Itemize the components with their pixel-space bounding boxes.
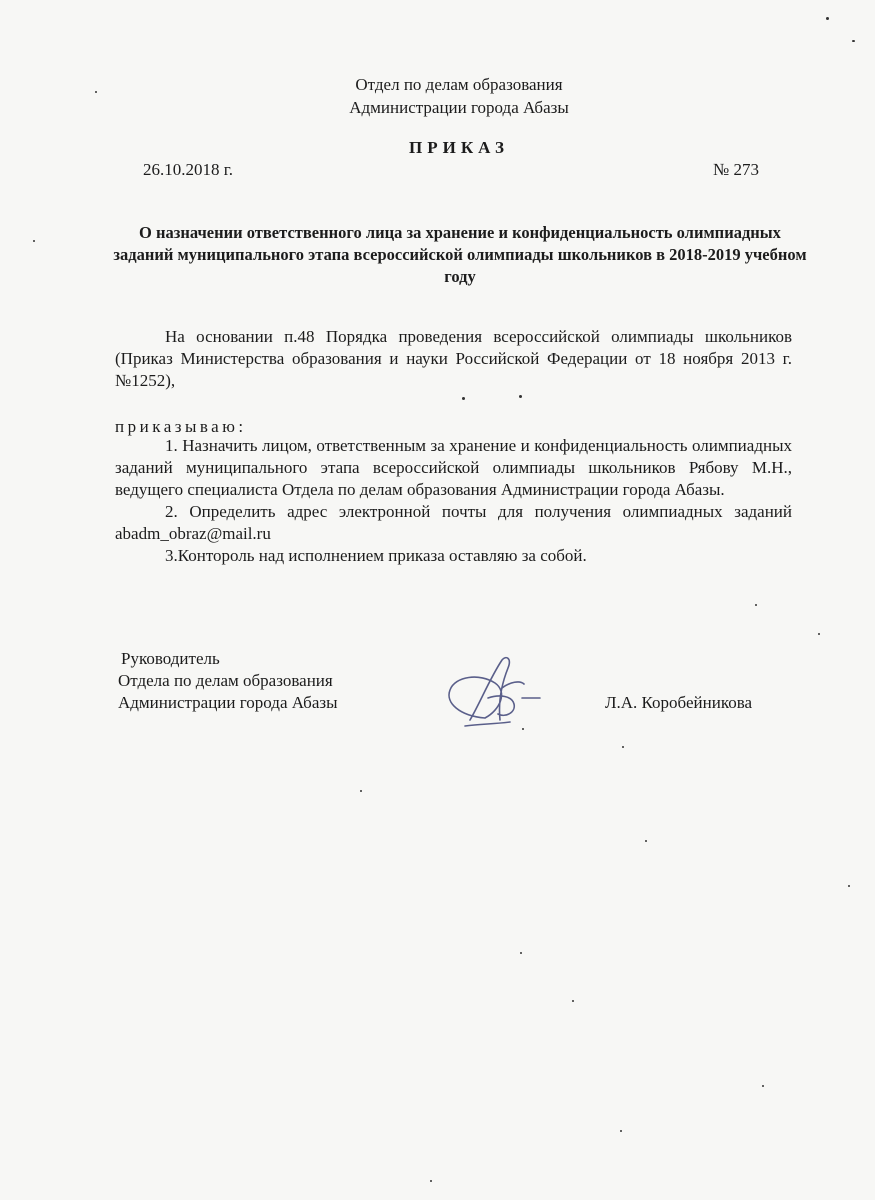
issuer-header bbox=[0, 73, 875, 119]
scan-speck bbox=[848, 885, 850, 887]
scan-speck bbox=[360, 790, 362, 792]
scan-speck bbox=[572, 1000, 574, 1002]
order-item-3: 3.Контороль над исполнением приказа оставляю за собой. bbox=[165, 546, 587, 565]
scan-speck bbox=[522, 728, 524, 730]
basis-paragraph: На основании п.48 Порядка проведения всероссийской олимпиады школьников (Приказ Министерства образования и науки Российской Федерации от 18 ноября 2013 г. №1252), bbox=[115, 327, 792, 390]
signatory-line-1: Руководитель bbox=[121, 649, 220, 668]
document-date: 26.10.2018 г. bbox=[143, 160, 234, 179]
scan-speck bbox=[430, 1180, 432, 1182]
document-subject: О назначении ответственного лица за хранение и конфиденциальность олимпиадных заданий муниципального этапа всероссийской олимпиады школьников в 2018-2019 учебном году bbox=[113, 223, 807, 286]
signer-name: Л.А. Коробейникова bbox=[605, 693, 753, 712]
document-type-title: ПРИКАЗ bbox=[409, 138, 509, 157]
order-item-2: 2. Определить адрес электронной почты для получения олимпиадных заданий abadm_obraz@mail.ru bbox=[115, 502, 792, 543]
order-item-1: 1. Назначить лицом, ответственным за хранение и конфиденциальность олимпиадных заданий муниципального этапа всероссийской олимпиады школьников Рябову М.Н., ведущего специалиста Отдела по делам образования Администрации города Абазы. bbox=[115, 436, 792, 499]
scan-speck bbox=[519, 395, 522, 398]
scan-speck bbox=[826, 17, 829, 20]
scan-speck bbox=[818, 633, 820, 635]
order-verb: приказываю: bbox=[115, 417, 247, 436]
issuer-line-1: Отдел по делам образования bbox=[355, 75, 563, 94]
scan-speck bbox=[462, 397, 465, 400]
signatory-line-2: Отдела по делам образования bbox=[118, 671, 333, 690]
scan-speck bbox=[33, 240, 35, 242]
signatory-line-3: Администрации города Абазы bbox=[118, 693, 338, 712]
issuer-line-2: Администрации города Абазы bbox=[349, 98, 569, 117]
scan-speck bbox=[645, 840, 647, 842]
scan-speck bbox=[755, 604, 757, 606]
scan-speck bbox=[852, 40, 855, 42]
document-number: № 273 bbox=[713, 160, 759, 179]
scan-speck bbox=[95, 91, 97, 93]
signatory-title-block bbox=[118, 648, 338, 714]
scan-speck bbox=[622, 746, 624, 748]
scan-speck bbox=[762, 1085, 764, 1087]
handwritten-signature bbox=[440, 648, 555, 738]
order-items bbox=[115, 435, 792, 567]
scan-speck bbox=[520, 952, 522, 954]
scan-speck bbox=[620, 1130, 622, 1132]
